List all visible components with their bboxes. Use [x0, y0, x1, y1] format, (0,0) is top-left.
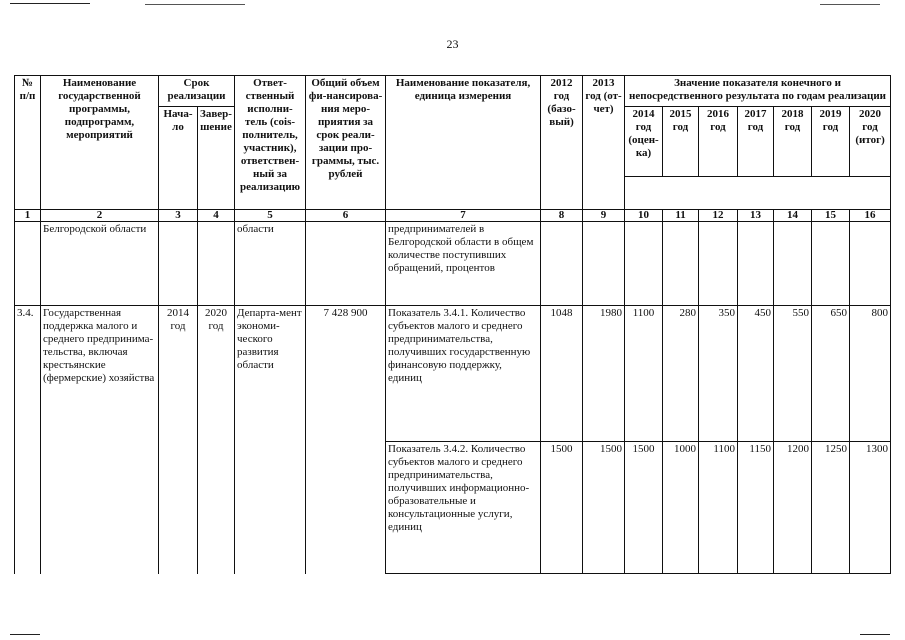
- value-2012: 1048: [541, 306, 583, 442]
- header-2014: 2014 год (оцен-ка): [625, 107, 663, 177]
- indicator-name: Показатель 3.4.2. Количество субъектов малого и среднего предпринимательства, получивших информационно-образовательные и консультационные услуги, единиц: [386, 442, 541, 574]
- column-number: 11: [663, 210, 699, 222]
- header-2017: 2017 год: [738, 107, 774, 177]
- value-2017: 450: [738, 306, 774, 442]
- row-name: Государственная поддержка малого и среднего предпринима-тельства, включая крестьянские (фермерские) хозяйства: [41, 306, 159, 574]
- column-number: 12: [699, 210, 738, 222]
- value-2016: 1100: [699, 442, 738, 574]
- indicator-name: Показатель 3.4.1. Количество субъектов малого и среднего предпринимательства, получивших государственную финансовую поддержку, единиц: [386, 306, 541, 442]
- value-2019: 1250: [812, 442, 850, 574]
- header-term-end: Завер-шение: [198, 107, 235, 210]
- value-2016: 350: [699, 306, 738, 442]
- header-2018: 2018 год: [774, 107, 812, 177]
- column-number: 15: [812, 210, 850, 222]
- header-responsible: Ответ-ственный исполни-тель (сois-полнитель, участник), ответствен-ный за реализацию: [235, 76, 306, 210]
- header-row-1: [15, 76, 891, 107]
- header-2013: 2013 год (от-чет): [583, 76, 625, 210]
- table-row: [15, 306, 891, 442]
- column-number-row: [15, 210, 891, 222]
- column-number: 13: [738, 210, 774, 222]
- bottom-rule-left: [10, 634, 40, 635]
- header-2016: 2016 год: [699, 107, 738, 177]
- header-2015: 2015 год: [663, 107, 699, 177]
- value-2015: 1000: [663, 442, 699, 574]
- column-number: 16: [850, 210, 891, 222]
- column-number: 1: [15, 210, 41, 222]
- cont-indicator: предпринимателей в Белгородской области в общем количестве поступивших обращений, процентов: [386, 222, 541, 306]
- value-2018: 550: [774, 306, 812, 442]
- value-2015: 280: [663, 306, 699, 442]
- cont-responsible: области: [235, 222, 306, 306]
- value-2019: 650: [812, 306, 850, 442]
- header-term: Срок реализации: [159, 76, 235, 107]
- value-2014: 1100: [625, 306, 663, 442]
- header-target: Значение показателя конечного и непосредственного результата по годам реализации: [625, 76, 891, 107]
- header-2012: 2012 год (базо-вый): [541, 76, 583, 210]
- value-2012: 1500: [541, 442, 583, 574]
- top-rule-left: [10, 3, 90, 4]
- column-number: 8: [541, 210, 583, 222]
- row-end: 2020 год: [198, 306, 235, 574]
- header-term-start: Нача-ло: [159, 107, 198, 210]
- top-rule-mid: [145, 4, 245, 5]
- value-2017: 1150: [738, 442, 774, 574]
- header-year-spacer: [625, 177, 891, 210]
- value-2020: 1300: [850, 442, 891, 574]
- header-2019: 2019 год: [812, 107, 850, 177]
- header-volume: Общий объем фи-нансирова-ния меро-приятия за срок реали-зации про-граммы, тыс. рублей: [306, 76, 386, 210]
- column-number: 14: [774, 210, 812, 222]
- header-no: № п/п: [15, 76, 41, 210]
- value-2013: 1980: [583, 306, 625, 442]
- table-row: [15, 222, 891, 306]
- column-number: 3: [159, 210, 198, 222]
- row-volume: 7 428 900: [306, 306, 386, 574]
- value-2014: 1500: [625, 442, 663, 574]
- column-number: 5: [235, 210, 306, 222]
- header-name: Наименование государственной программы, подпрограмм, мероприятий: [41, 76, 159, 210]
- column-number: 7: [386, 210, 541, 222]
- column-number: 10: [625, 210, 663, 222]
- page-number: 23: [446, 37, 459, 51]
- bottom-rule-right: [860, 634, 890, 635]
- column-number: 9: [583, 210, 625, 222]
- value-2020: 800: [850, 306, 891, 442]
- column-number: 2: [41, 210, 159, 222]
- value-2013: 1500: [583, 442, 625, 574]
- row-start: 2014 год: [159, 306, 198, 574]
- row-no: 3.4.: [15, 306, 41, 574]
- value-2018: 1200: [774, 442, 812, 574]
- column-number: 6: [306, 210, 386, 222]
- header-2020: 2020 год (итог): [850, 107, 891, 177]
- cont-name: Белгородской области: [41, 222, 159, 306]
- row-responsible: Департа-мент экономи-ческого развития области: [235, 306, 306, 574]
- top-rule-right: [820, 4, 880, 5]
- program-table: [14, 75, 891, 574]
- column-number: 4: [198, 210, 235, 222]
- header-indicator: Наименование показателя, единица измерения: [386, 76, 541, 210]
